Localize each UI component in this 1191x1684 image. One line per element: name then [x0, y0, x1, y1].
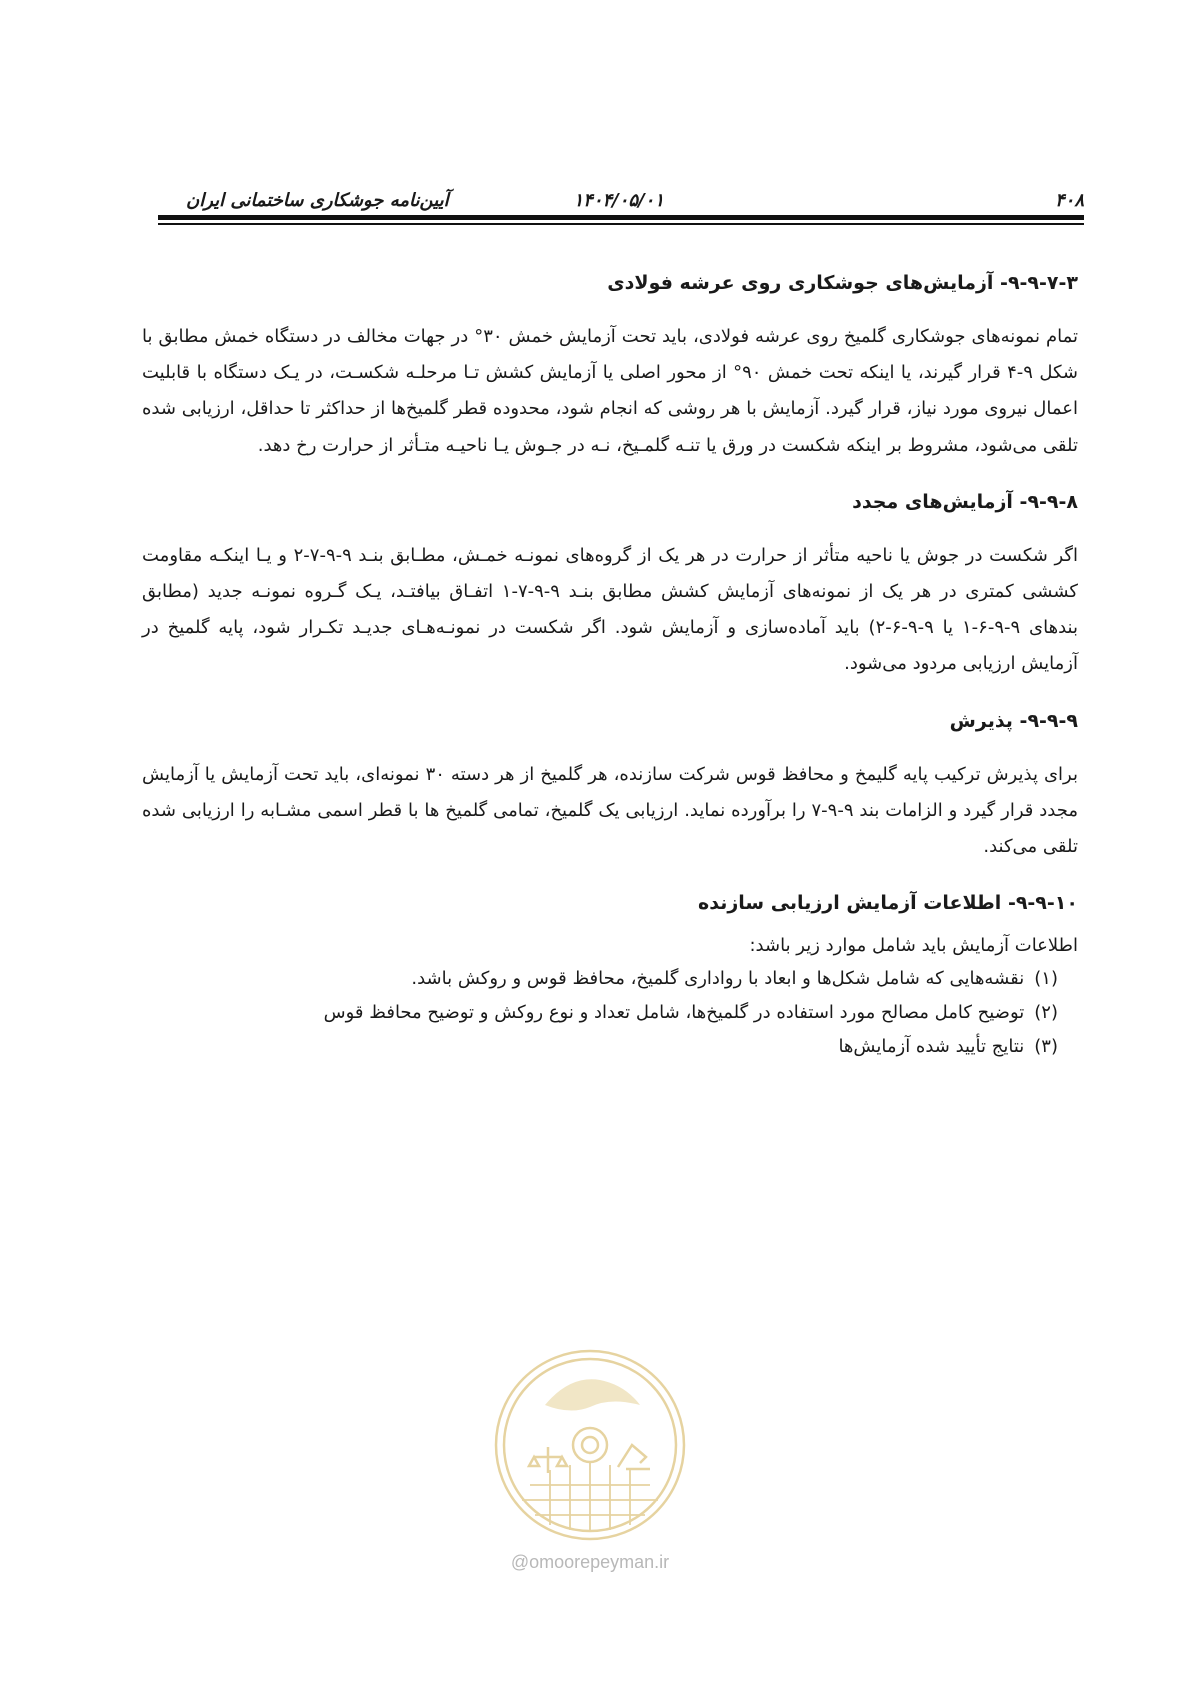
requirements-list: [142, 962, 1078, 1064]
list-item-marker: (۲): [1034, 1002, 1058, 1024]
section-heading: ۹-۹-۸- آزمایش‌های مجدد: [852, 490, 1078, 513]
page-body: [142, 272, 1078, 1064]
section-retests: [142, 491, 1078, 683]
section-qualification-info: [142, 892, 1078, 1064]
section-paragraph: تمام نمونه‌های جوشکاری گلمیخ روی عرشه فولادی، باید تحت آزمایش خمش ۳۰° در جهات مخالف در دستگاه خمش مطابق با شکل ۹-۴ قرار گیرند، یا اینکه تحت خمش ۹۰° از محور اصلی یا آزمایش کشش تـا مرحلـه شکسـت، در یـک دستگاه با قابلیت اعمال نیروی مورد نیاز، قرار گیرد. آزمایش با هر روشی که انجام شود، محدوده قطر گلمیخ‌ها از حداکثر تا حداقل، ارزیابی شده تلقی می‌شود، مشروط بر اینکه شکست در ورق یا تنـه گلمـیخ، نـه در جـوش یـا ناحیـه متـأثر از حرارت رخ دهد.: [142, 326, 1079, 456]
list-item-text: توضیح کامل مصالح مورد استفاده در گلمیخ‌ها، شامل تعداد و نوع روکش و توضیح محافظ قوس: [323, 1002, 1025, 1024]
section-paragraph: اگر شکست در جوش یا ناحیه متأثر از حرارت در هر یک از گروه‌های نمونـه خمـش، مطـابق بنـد ۹-۹-۷-۲ و یـا اینکـه مقاومت کششی کمتری در هر یک از نمونه‌های آزمایش کشش مطابق بنـد ۹-۹-۷-۱ اتفـاق بیافتـد، یـک گـروه نمونـه جدید (مطابق بندهای ۹-۹-۶-۱ یا ۹-۹-۶-۲) باید آماده‌سازی و آزمایش شود. اگر شکست در نمونـه‌هـای جدیـد تکـرار شود، پایه گلمیخ در آزمایش ارزیابی مردود می‌شود.: [142, 544, 1078, 675]
watermark-seal-icon: [490, 1345, 690, 1545]
section-studs-on-deck: [142, 272, 1078, 464]
section-heading: ۹-۹-۹- پذیرش: [949, 709, 1078, 732]
header-rule-thin: [158, 223, 1084, 225]
page-number: ۴۰۸: [1054, 190, 1084, 211]
header-rule-thick: [158, 215, 1084, 220]
list-item: [142, 996, 1058, 1030]
list-item-text: نقشه‌هایی که شامل شکل‌ها و ابعاد با رواداری گلمیخ، محافظ قوس و روکش باشد.: [411, 968, 1025, 990]
section-heading: ۹-۹-۷-۳- آزمایش‌های جوشکاری روی عرشه فولادی: [607, 272, 1078, 294]
header-date: ۱۴۰۴/۰۵/۰۱: [573, 190, 664, 211]
list-item: [142, 962, 1058, 996]
list-item-marker: (۱): [1034, 968, 1058, 990]
list-item-text: نتایج تأیید شده آزمایش‌ها: [838, 1036, 1025, 1058]
section-acceptance: [142, 710, 1078, 866]
section-paragraph: برای پذیرش ترکیب پایه گلیمخ و محافظ قوس شرکت سازنده، هر گلمیخ از هر دسته ۳۰ نمونه‌ای، باید تحت آزمایش یا آزمایش مجدد قرار گیرد و الزامات بند ۹-۹-۷ را برآورده نماید. ارزیابی یک گلمیخ، تمامی گلمیخ ها با قطر اسمی مشـابه را ارزیابی شده تلقی می‌کند.: [142, 763, 1078, 858]
page-header: [158, 184, 1084, 214]
list-intro: اطلاعات آزمایش باید شامل موارد زیر باشد:: [749, 935, 1078, 957]
header-title: آیین‌نامه جوشکاری ساختمانی ایران: [186, 190, 449, 211]
list-item-marker: (۳): [1034, 1036, 1058, 1058]
list-item: [142, 1030, 1058, 1064]
section-heading: ۹-۹-۱۰- اطلاعات آزمایش ارزیابی سازنده: [698, 892, 1078, 915]
watermark-url: @omoorepeyman.ir: [510, 1552, 670, 1572]
